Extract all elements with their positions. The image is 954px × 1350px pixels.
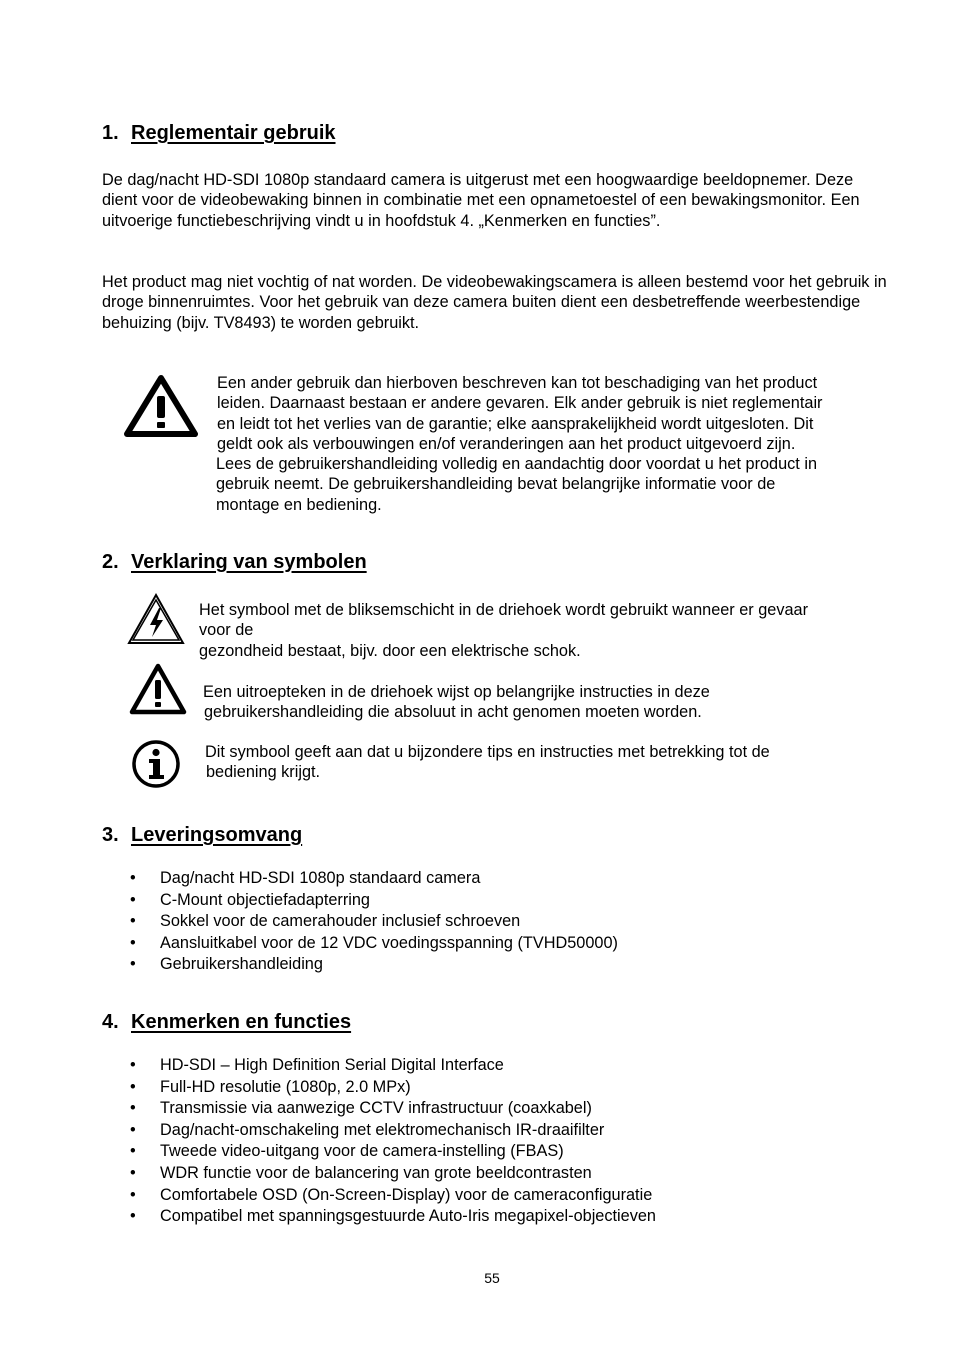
symbol-line: Een uitroepteken in de driehoek wijst op belangrijke instructies in deze — [203, 683, 710, 701]
list-item: • Transmissie via aanwezige CCTV infrastructuur (coaxkabel) — [130, 1098, 656, 1120]
symbol-line: Het symbool met de bliksemschicht in de driehoek wordt gebruikt wanneer er gevaar — [199, 601, 809, 619]
section-1-paragraph-1: De dag/nacht HD-SDI 1080p standaard camera is uitgerust met een hoogwaardige beeldopnemer. Deze dient voor de videobewaking binnen in combinatie met een opnametoestel of een bewakingsmonitor. Een uitvoerige functiebeschrijving vindt u in hoofdstuk 4. „Kenmerken en functies”. — [102, 171, 860, 230]
list-item: • Aansluitkabel voor de 12 VDC voedingsspanning (TVHD50000) — [130, 933, 618, 955]
info-circle-icon — [131, 739, 181, 794]
list-item: • Compatibel met spanningsgestuurde Auto-Iris megapixel-objectieven — [130, 1206, 656, 1228]
list-item: • Dag/nacht-omschakeling met elektromechanisch IR-draaifilter — [130, 1120, 656, 1142]
warning-line: leiden. Daarnaast bestaan er andere gevaren. Elk ander gebruik is niet reglementair — [217, 394, 823, 413]
section-2-number: 2. — [102, 551, 119, 573]
list-item: • WDR functie voor de balancering van grote beeldcontrasten — [130, 1163, 656, 1185]
symbol-line: voor de — [199, 621, 254, 640]
exclamation-triangle-icon — [129, 662, 187, 721]
list-item: • C-Mount objectiefadapterring — [130, 890, 618, 912]
list-item: • HD-SDI – High Definition Serial Digital Interface — [130, 1055, 656, 1077]
list-item: • Comfortabele OSD (On-Screen-Display) voor de cameraconfiguratie — [130, 1185, 656, 1207]
warning-line: en leidt tot het verlies van de garantie; elke aansprakelijkheid wordt uitgesloten. Dit — [217, 414, 814, 433]
section-3-heading — [102, 823, 302, 847]
section-3-number: 3. — [102, 824, 119, 846]
warning-triangle-icon — [124, 374, 198, 443]
symbol-exclamation-text — [203, 682, 710, 723]
delivery-list — [130, 868, 618, 976]
lightning-triangle-icon — [126, 592, 186, 651]
section-1-heading — [102, 121, 336, 145]
features-list — [130, 1055, 656, 1228]
warning-line: gebruik neemt. De gebruikershandleiding bevat belangrijke informatie voor de — [216, 475, 776, 494]
section-2-heading — [102, 550, 367, 574]
section-4-title: Kenmerken en functies — [131, 1011, 352, 1033]
symbol-line: bediening krijgt. — [206, 763, 321, 782]
section-1-title: Reglementair gebruik — [131, 122, 336, 144]
warning-line: geldt ook als verbouwingen en/of veranderingen aan het product uitgevoerd zijn. — [217, 434, 796, 453]
symbol-line: Dit symbool geeft aan dat u bijzondere tips en instructies met betrekking tot de — [205, 743, 770, 761]
symbol-lightning-text — [199, 600, 808, 661]
section-2-title: Verklaring van symbolen — [131, 551, 367, 573]
warning-line: Lees de gebruikershandleiding volledig en aandachtig door voordat u het product in — [216, 455, 818, 474]
list-item: • Tweede video-uitgang voor de camera-instelling (FBAS) — [130, 1141, 656, 1163]
symbol-line: gezondheid bestaat, bijv. door een elektrische schok. — [199, 641, 581, 660]
section-4-number: 4. — [102, 1011, 119, 1033]
list-item: • Gebruikershandleiding — [130, 954, 618, 976]
section-3-title: Leveringsomvang — [131, 824, 303, 846]
list-item: • Dag/nacht HD-SDI 1080p standaard camera — [130, 868, 618, 890]
list-item: • Full-HD resolutie (1080p, 2.0 MPx) — [130, 1077, 656, 1099]
section-1-paragraph-2: Het product mag niet vochtig of nat worden. De videobewakingscamera is alleen bestemd voor het gebruik in droge binnenruimtes. Voor het gebruik van deze camera buiten dient een desbetreffende weerbestendige behuizing (bijv. TV8493) te worden gebruikt. — [102, 273, 887, 332]
page-number: 55 — [484, 1270, 500, 1286]
warning-line: Een ander gebruik dan hierboven beschreven kan tot beschadiging van het product — [217, 374, 818, 392]
section-4-heading — [102, 1010, 351, 1034]
warning-text — [217, 373, 822, 515]
section-1-number: 1. — [102, 122, 119, 144]
list-item: • Sokkel voor de camerahouder inclusief schroeven — [130, 911, 618, 933]
warning-line: montage en bediening. — [216, 495, 382, 514]
symbol-line: gebruikershandleiding die absoluut in acht genomen moeten worden. — [204, 703, 702, 722]
symbol-info-text — [205, 742, 770, 783]
